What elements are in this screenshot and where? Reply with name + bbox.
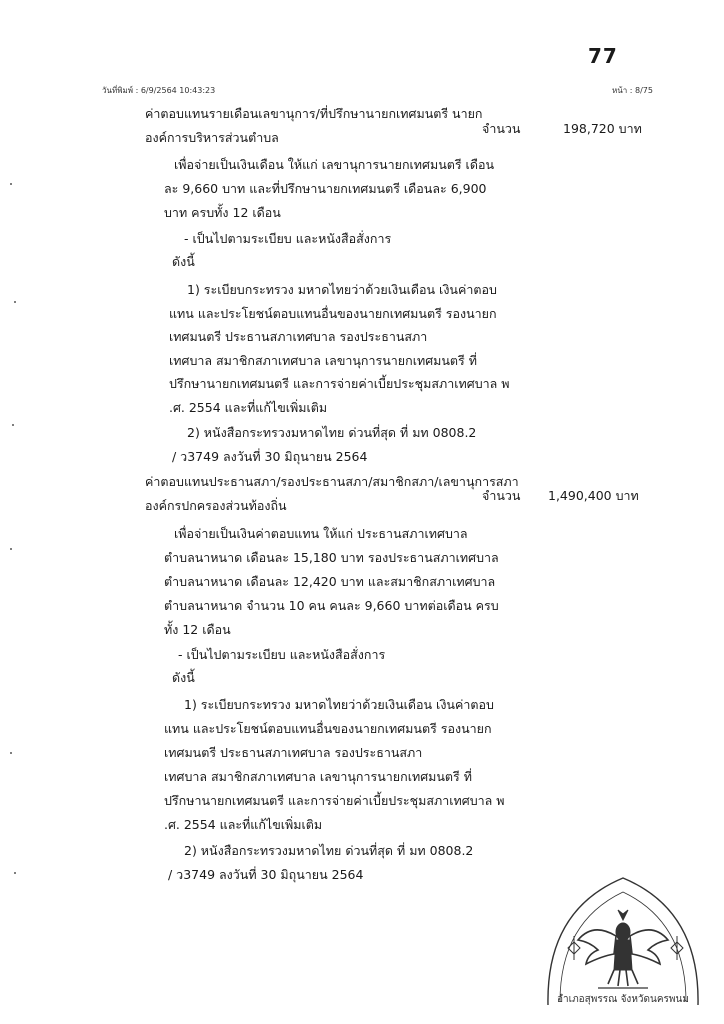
item1-ref2-line: 2) หนังสือกระทรวงมหาดไทย ด่วนที่สุด ที่ มท 0808.2 bbox=[187, 425, 477, 440]
item2-bullet: - เป็นไปตามระเบียบ และหนังสือสั่งการ bbox=[178, 647, 386, 662]
scan-speck bbox=[10, 548, 12, 550]
scan-speck bbox=[14, 872, 16, 874]
item2-ref1-line: .ศ. 2554 และที่แก้ไขเพิ่มเติม bbox=[164, 817, 323, 832]
item2-amount-value: 1,490,400 บาท bbox=[548, 488, 639, 503]
item2-ref1-line: เทศบาล สมาชิกสภาเทศบาล เลขานุการนายกเทศมนตรี ที่ bbox=[164, 769, 472, 784]
item2-ref2-line: / ว3749 ลงวันที่ 30 มิถุนายน 2564 bbox=[168, 867, 364, 882]
item2-sub-heading: ดังนี้ bbox=[172, 670, 195, 685]
item2-ref2-line: 2) หนังสือกระทรวงมหาดไทย ด่วนที่สุด ที่ มท 0808.2 bbox=[184, 843, 474, 858]
item2-ref1-line: เทศมนตรี ประธานสภาเทศบาล รองประธานสภา bbox=[164, 745, 423, 760]
item1-desc-line: เพื่อจ่ายเป็นเงินเดือน ให้แก่ เลขานุการนายกเทศมนตรี เดือน bbox=[174, 157, 494, 172]
print-date: วันที่พิมพ์ : 6/9/2564 10:43:23 bbox=[102, 86, 216, 95]
scan-speck bbox=[10, 183, 12, 185]
item1-amount-label: จำนวน bbox=[482, 121, 521, 136]
item2-desc-line: ตำบลนาหนาด เดือนละ 12,420 บาท และสมาชิกสภาเทศบาล bbox=[164, 574, 496, 589]
item2-desc-line: ตำบลนาหนาด จำนวน 10 คน คนละ 9,660 บาทต่อเดือน ครบ bbox=[164, 598, 499, 613]
item2-ref1-line: ปรึกษานายกเทศมนตรี และการจ่ายค่าเบี้ยประชุมสภาเทศบาล พ bbox=[164, 793, 505, 808]
item1-ref1-line: 1) ระเบียบกระทรวง มหาดไทยว่าด้วยเงินเดือน เงินค่าตอบ bbox=[187, 282, 497, 297]
item2-desc-line: ตำบลนาหนาด เดือนละ 15,180 บาท รองประธานสภาเทศบาล bbox=[164, 550, 499, 565]
item2-amount-label: จำนวน bbox=[482, 488, 521, 503]
page-number: 77 bbox=[588, 44, 618, 68]
item2-desc-line: เพื่อจ่ายเป็นเงินค่าตอบแทน ให้แก่ ประธานสภาเทศบาล bbox=[174, 526, 468, 541]
item1-desc-line: บาท ครบทั้ง 12 เดือน bbox=[164, 205, 281, 220]
item1-title-line1: ค่าตอบแทนรายเดือนเลขานุการ/ที่ปรึกษานายกเทศมนตรี นายก bbox=[145, 106, 483, 121]
item1-ref1-line: เทศมนตรี ประธานสภาเทศบาล รองประธานสภา bbox=[169, 329, 428, 344]
item2-title-line1: ค่าตอบแทนประธานสภา/รองประธานสภา/สมาชิกสภา/เลขานุการสภา bbox=[145, 474, 519, 489]
item1-amount-value: 198,720 บาท bbox=[563, 121, 642, 136]
item1-bullet: - เป็นไปตามระเบียบ และหนังสือสั่งการ bbox=[184, 231, 392, 246]
garuda-icon bbox=[578, 910, 668, 988]
item2-title-line2: องค์กรปกครองส่วนท้องถิ่น bbox=[145, 498, 287, 513]
item2-ref1-line: แทน และประโยชน์ตอบแทนอื่นของนายกเทศมนตรี รองนายก bbox=[164, 721, 492, 736]
official-seal bbox=[538, 870, 708, 1010]
item2-ref1-line: 1) ระเบียบกระทรวง มหาดไทยว่าด้วยเงินเดือน เงินค่าตอบ bbox=[184, 697, 494, 712]
scan-speck bbox=[12, 424, 14, 426]
seal-text: อำเภอสุพรรณ จังหวัดนครพนม bbox=[557, 994, 689, 1005]
scan-speck bbox=[10, 752, 12, 754]
item1-ref1-line: .ศ. 2554 และที่แก้ไขเพิ่มเติม bbox=[169, 400, 328, 415]
item1-ref1-line: แทน และประโยชน์ตอบแทนอื่นของนายกเทศมนตรี รองนายก bbox=[169, 306, 497, 321]
item1-desc-line: ละ 9,660 บาท และที่ปรึกษานายกเทศมนตรี เดือนละ 6,900 bbox=[164, 181, 487, 196]
item2-desc-line: ทั้ง 12 เดือน bbox=[164, 622, 231, 637]
item1-ref2-line: / ว3749 ลงวันที่ 30 มิถุนายน 2564 bbox=[172, 449, 368, 464]
page-of: หน้า : 8/75 bbox=[612, 86, 653, 95]
item1-sub-heading: ดังนี้ bbox=[172, 254, 195, 269]
scan-speck bbox=[14, 301, 16, 303]
item1-ref1-line: ปรึกษานายกเทศมนตรี และการจ่ายค่าเบี้ยประชุมสภาเทศบาล พ bbox=[169, 376, 510, 391]
item1-ref1-line: เทศบาล สมาชิกสภาเทศบาล เลขานุการนายกเทศมนตรี ที่ bbox=[169, 353, 477, 368]
item1-title-line2: องค์การบริหารส่วนตำบล bbox=[145, 130, 279, 145]
